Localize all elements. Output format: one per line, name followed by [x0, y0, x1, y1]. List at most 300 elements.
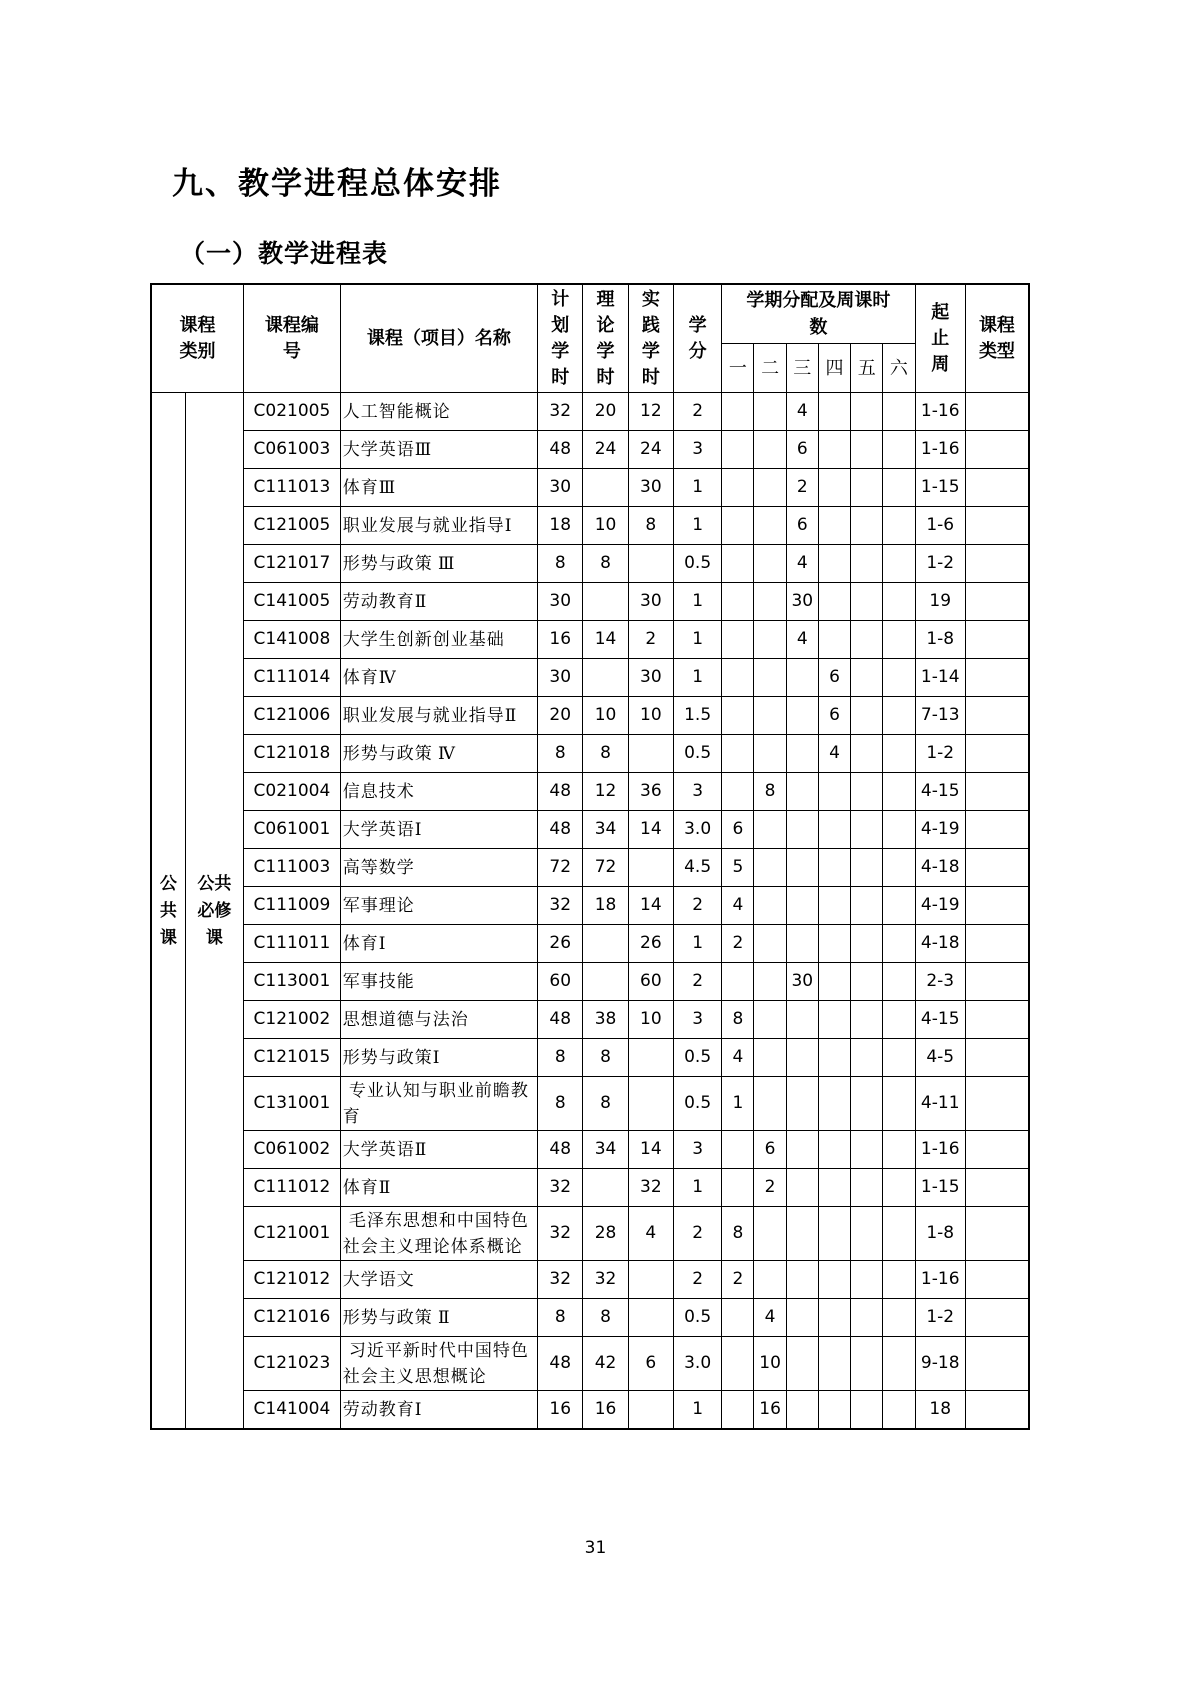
- table-row: [151, 925, 1029, 963]
- plan-hours-cell: 8: [538, 545, 583, 583]
- semester-6-hours-cell: [883, 1001, 915, 1039]
- semester-5-hours-cell: [851, 621, 883, 659]
- semester-4-hours-cell: [818, 1131, 850, 1169]
- semester-3-hours-cell: [786, 1337, 818, 1391]
- semester-4-hours-cell: [818, 545, 850, 583]
- course-code-cell: C141008: [244, 621, 341, 659]
- course-name-cell: 体育Ⅲ: [340, 469, 537, 507]
- practice-hours-cell: 12: [628, 393, 673, 431]
- table-row: [151, 887, 1029, 925]
- theory-hours-cell: 8: [583, 1299, 628, 1337]
- course-code-cell: C111012: [244, 1169, 341, 1207]
- practice-hours-cell: 6: [628, 1337, 673, 1391]
- credits-cell: 2: [673, 393, 721, 431]
- course-name-cell: 大学英语Ⅲ: [340, 431, 537, 469]
- semester-3-hours-cell: [786, 1131, 818, 1169]
- table-row: [151, 1391, 1029, 1430]
- course-name-cell: 体育Ⅱ: [340, 1169, 537, 1207]
- weeks-cell: 9-18: [915, 1337, 965, 1391]
- practice-hours-cell: 60: [628, 963, 673, 1001]
- plan-hours-cell: 30: [538, 659, 583, 697]
- semester-3-hours-cell: 30: [786, 963, 818, 1001]
- semester-5-hours-cell: [851, 469, 883, 507]
- plan-hours-cell: 16: [538, 1391, 583, 1430]
- semester-3-hours-cell: [786, 1207, 818, 1261]
- weeks-cell: 1-16: [915, 1261, 965, 1299]
- page-title: 九、教学进程总体安排: [172, 166, 502, 201]
- weeks-cell: 19: [915, 583, 965, 621]
- table-row: [151, 1131, 1029, 1169]
- semester-6-hours-cell: [883, 1261, 915, 1299]
- header-plan-hours: 计划学时: [538, 284, 583, 393]
- plan-hours-cell: 48: [538, 1337, 583, 1391]
- semester-3-hours-cell: [786, 925, 818, 963]
- semester-4-hours-cell: 4: [818, 735, 850, 773]
- course-type-cell: [965, 697, 1029, 735]
- course-name-cell: 形势与政策Ⅰ: [340, 1039, 537, 1077]
- table-row: [151, 1169, 1029, 1207]
- course-type-cell: [965, 925, 1029, 963]
- weeks-cell: 1-14: [915, 659, 965, 697]
- semester-6-hours-cell: [883, 963, 915, 1001]
- semester-1-hours-cell: 5: [722, 849, 754, 887]
- semester-2-hours-cell: [754, 735, 786, 773]
- semester-4-hours-cell: [818, 849, 850, 887]
- course-type-cell: [965, 1077, 1029, 1131]
- plan-hours-cell: 32: [538, 887, 583, 925]
- semester-1-hours-cell: [722, 1299, 754, 1337]
- semester-4-hours-cell: [818, 811, 850, 849]
- semester-2-hours-cell: [754, 393, 786, 431]
- table-row: [151, 393, 1029, 431]
- weeks-cell: 4-18: [915, 925, 965, 963]
- course-code-cell: C111009: [244, 887, 341, 925]
- credits-cell: 2: [673, 963, 721, 1001]
- semester-2-hours-cell: [754, 1261, 786, 1299]
- theory-hours-cell: 8: [583, 545, 628, 583]
- plan-hours-cell: 32: [538, 1169, 583, 1207]
- semester-4-hours-cell: [818, 1391, 850, 1430]
- semester-3-hours-cell: [786, 1077, 818, 1131]
- practice-hours-cell: [628, 849, 673, 887]
- semester-2-hours-cell: [754, 659, 786, 697]
- plan-hours-cell: 26: [538, 925, 583, 963]
- semester-4-hours-cell: [818, 887, 850, 925]
- theory-hours-cell: [583, 1169, 628, 1207]
- theory-hours-cell: 72: [583, 849, 628, 887]
- theory-hours-cell: 24: [583, 431, 628, 469]
- plan-hours-cell: 32: [538, 393, 583, 431]
- course-code-cell: C121002: [244, 1001, 341, 1039]
- semester-2-hours-cell: [754, 621, 786, 659]
- credits-cell: 3: [673, 431, 721, 469]
- semester-3-hours-cell: [786, 811, 818, 849]
- semester-5-hours-cell: [851, 963, 883, 1001]
- credits-cell: 1: [673, 1169, 721, 1207]
- plan-hours-cell: 60: [538, 963, 583, 1001]
- weeks-cell: 1-2: [915, 735, 965, 773]
- weeks-cell: 1-15: [915, 1169, 965, 1207]
- credits-cell: 1: [673, 925, 721, 963]
- semester-2-hours-cell: 6: [754, 1131, 786, 1169]
- plan-hours-cell: 8: [538, 1039, 583, 1077]
- semester-3-hours-cell: 6: [786, 431, 818, 469]
- category-public-course-cell: 公共课: [151, 393, 185, 1430]
- plan-hours-cell: 30: [538, 469, 583, 507]
- course-code-cell: C021005: [244, 393, 341, 431]
- credits-cell: 1: [673, 659, 721, 697]
- course-type-cell: [965, 1001, 1029, 1039]
- semester-5-hours-cell: [851, 431, 883, 469]
- header-course-category: 课程类别: [151, 284, 244, 393]
- semester-1-hours-cell: [722, 583, 754, 621]
- plan-hours-cell: 20: [538, 697, 583, 735]
- weeks-cell: 4-19: [915, 887, 965, 925]
- semester-3-hours-cell: 4: [786, 621, 818, 659]
- semester-3-hours-cell: 4: [786, 545, 818, 583]
- theory-hours-cell: 28: [583, 1207, 628, 1261]
- weeks-cell: 4-18: [915, 849, 965, 887]
- course-type-cell: [965, 963, 1029, 1001]
- plan-hours-cell: 48: [538, 773, 583, 811]
- course-name-cell: 专业认知与职业前瞻教育: [340, 1077, 537, 1131]
- semester-5-hours-cell: [851, 1077, 883, 1131]
- table-row: [151, 659, 1029, 697]
- credits-cell: 3.0: [673, 1337, 721, 1391]
- course-code-cell: C121016: [244, 1299, 341, 1337]
- course-type-cell: [965, 735, 1029, 773]
- course-type-cell: [965, 659, 1029, 697]
- header-semester-1: 一: [722, 343, 754, 392]
- page-number: 31: [584, 1538, 607, 1558]
- course-name-cell: 体育Ⅰ: [340, 925, 537, 963]
- semester-5-hours-cell: [851, 773, 883, 811]
- course-name-cell: 劳动教育Ⅱ: [340, 583, 537, 621]
- course-type-cell: [965, 773, 1029, 811]
- practice-hours-cell: 2: [628, 621, 673, 659]
- semester-4-hours-cell: [818, 1169, 850, 1207]
- weeks-cell: 1-16: [915, 393, 965, 431]
- course-name-cell: 人工智能概论: [340, 393, 537, 431]
- course-name-cell: 体育Ⅳ: [340, 659, 537, 697]
- semester-3-hours-cell: [786, 659, 818, 697]
- semester-6-hours-cell: [883, 469, 915, 507]
- table-row: [151, 697, 1029, 735]
- semester-1-hours-cell: 4: [722, 887, 754, 925]
- semester-3-hours-cell: 6: [786, 507, 818, 545]
- course-name-cell: 军事理论: [340, 887, 537, 925]
- semester-2-hours-cell: 10: [754, 1337, 786, 1391]
- practice-hours-cell: 30: [628, 469, 673, 507]
- weeks-cell: 2-3: [915, 963, 965, 1001]
- semester-2-hours-cell: [754, 1001, 786, 1039]
- credits-cell: 0.5: [673, 545, 721, 583]
- course-name-cell: 军事技能: [340, 963, 537, 1001]
- section-subtitle: （一）教学进程表: [180, 240, 389, 268]
- course-type-cell: [965, 1299, 1029, 1337]
- weeks-cell: 1-2: [915, 1299, 965, 1337]
- semester-3-hours-cell: [786, 1299, 818, 1337]
- semester-2-hours-cell: [754, 811, 786, 849]
- course-code-cell: C113001: [244, 963, 341, 1001]
- table-row: [151, 1261, 1029, 1299]
- course-name-cell: 职业发展与就业指导Ⅱ: [340, 697, 537, 735]
- course-type-cell: [965, 583, 1029, 621]
- semester-5-hours-cell: [851, 735, 883, 773]
- semester-4-hours-cell: 6: [818, 697, 850, 735]
- course-name-cell: 劳动教育Ⅰ: [340, 1391, 537, 1430]
- course-name-cell: 大学语文: [340, 1261, 537, 1299]
- theory-hours-cell: 20: [583, 393, 628, 431]
- theory-hours-cell: [583, 469, 628, 507]
- course-name-cell: 形势与政策 Ⅳ: [340, 735, 537, 773]
- course-type-cell: [965, 1039, 1029, 1077]
- weeks-cell: 4-19: [915, 811, 965, 849]
- header-semester-6: 六: [883, 343, 915, 392]
- course-name-cell: 高等数学: [340, 849, 537, 887]
- practice-hours-cell: [628, 545, 673, 583]
- semester-3-hours-cell: [786, 1261, 818, 1299]
- practice-hours-cell: 30: [628, 659, 673, 697]
- theory-hours-cell: 12: [583, 773, 628, 811]
- semester-5-hours-cell: [851, 1391, 883, 1430]
- semester-4-hours-cell: [818, 1299, 850, 1337]
- semester-6-hours-cell: [883, 1391, 915, 1430]
- table-row: [151, 1299, 1029, 1337]
- course-code-cell: C131001: [244, 1077, 341, 1131]
- plan-hours-cell: 48: [538, 1001, 583, 1039]
- semester-6-hours-cell: [883, 393, 915, 431]
- header-semester-group: 学期分配及周课时数: [722, 284, 915, 343]
- semester-6-hours-cell: [883, 849, 915, 887]
- theory-hours-cell: [583, 659, 628, 697]
- semester-1-hours-cell: [722, 773, 754, 811]
- semester-3-hours-cell: [786, 1391, 818, 1430]
- semester-4-hours-cell: [818, 773, 850, 811]
- practice-hours-cell: [628, 1299, 673, 1337]
- semester-1-hours-cell: [722, 697, 754, 735]
- weeks-cell: 1-6: [915, 507, 965, 545]
- category-public-required-cell: 公共必修课: [185, 393, 243, 1430]
- semester-1-hours-cell: [722, 431, 754, 469]
- course-type-cell: [965, 393, 1029, 431]
- course-type-cell: [965, 1131, 1029, 1169]
- plan-hours-cell: 48: [538, 1131, 583, 1169]
- plan-hours-cell: 72: [538, 849, 583, 887]
- practice-hours-cell: [628, 1391, 673, 1430]
- header-semester-5: 五: [851, 343, 883, 392]
- semester-3-hours-cell: [786, 1169, 818, 1207]
- semester-4-hours-cell: [818, 507, 850, 545]
- table-row: [151, 1337, 1029, 1391]
- semester-2-hours-cell: [754, 697, 786, 735]
- course-table-body: [151, 393, 1029, 1430]
- table-row: [151, 963, 1029, 1001]
- semester-6-hours-cell: [883, 773, 915, 811]
- table-row: [151, 849, 1029, 887]
- semester-1-hours-cell: 2: [722, 1261, 754, 1299]
- semester-2-hours-cell: [754, 545, 786, 583]
- teaching-schedule-table: [150, 283, 1030, 1430]
- semester-1-hours-cell: [722, 1337, 754, 1391]
- semester-6-hours-cell: [883, 431, 915, 469]
- semester-5-hours-cell: [851, 1261, 883, 1299]
- plan-hours-cell: 16: [538, 621, 583, 659]
- practice-hours-cell: 26: [628, 925, 673, 963]
- credits-cell: 0.5: [673, 1299, 721, 1337]
- table-row: [151, 1077, 1029, 1131]
- semester-2-hours-cell: [754, 887, 786, 925]
- course-name-cell: 大学英语Ⅰ: [340, 811, 537, 849]
- practice-hours-cell: 4: [628, 1207, 673, 1261]
- semester-5-hours-cell: [851, 887, 883, 925]
- course-type-cell: [965, 1337, 1029, 1391]
- course-type-cell: [965, 507, 1029, 545]
- weeks-cell: 1-15: [915, 469, 965, 507]
- credits-cell: 3: [673, 773, 721, 811]
- course-code-cell: C121006: [244, 697, 341, 735]
- semester-1-hours-cell: [722, 621, 754, 659]
- theory-hours-cell: 14: [583, 621, 628, 659]
- practice-hours-cell: [628, 1261, 673, 1299]
- semester-1-hours-cell: 1: [722, 1077, 754, 1131]
- credits-cell: 1: [673, 621, 721, 659]
- theory-hours-cell: 16: [583, 1391, 628, 1430]
- header-semester-4: 四: [818, 343, 850, 392]
- course-type-cell: [965, 849, 1029, 887]
- course-code-cell: C121001: [244, 1207, 341, 1261]
- semester-4-hours-cell: [818, 1261, 850, 1299]
- practice-hours-cell: 24: [628, 431, 673, 469]
- semester-5-hours-cell: [851, 811, 883, 849]
- weeks-cell: 1-16: [915, 431, 965, 469]
- semester-3-hours-cell: [786, 1001, 818, 1039]
- semester-3-hours-cell: 30: [786, 583, 818, 621]
- theory-hours-cell: 10: [583, 697, 628, 735]
- semester-2-hours-cell: 8: [754, 773, 786, 811]
- practice-hours-cell: 14: [628, 1131, 673, 1169]
- theory-hours-cell: 32: [583, 1261, 628, 1299]
- semester-3-hours-cell: [786, 697, 818, 735]
- course-code-cell: C121005: [244, 507, 341, 545]
- semester-5-hours-cell: [851, 1001, 883, 1039]
- semester-4-hours-cell: 6: [818, 659, 850, 697]
- semester-3-hours-cell: [786, 773, 818, 811]
- table-row: [151, 583, 1029, 621]
- semester-6-hours-cell: [883, 735, 915, 773]
- semester-1-hours-cell: 6: [722, 811, 754, 849]
- header-semester-3: 三: [786, 343, 818, 392]
- semester-1-hours-cell: 4: [722, 1039, 754, 1077]
- semester-2-hours-cell: 2: [754, 1169, 786, 1207]
- plan-hours-cell: 8: [538, 1077, 583, 1131]
- semester-6-hours-cell: [883, 1077, 915, 1131]
- semester-1-hours-cell: [722, 1131, 754, 1169]
- semester-6-hours-cell: [883, 659, 915, 697]
- weeks-cell: 1-2: [915, 545, 965, 583]
- theory-hours-cell: 10: [583, 507, 628, 545]
- practice-hours-cell: 14: [628, 811, 673, 849]
- header-theory-hours: 理论学时: [583, 284, 628, 393]
- plan-hours-cell: 18: [538, 507, 583, 545]
- credits-cell: 0.5: [673, 1039, 721, 1077]
- plan-hours-cell: 48: [538, 811, 583, 849]
- semester-1-hours-cell: [722, 1391, 754, 1430]
- semester-4-hours-cell: [818, 963, 850, 1001]
- semester-1-hours-cell: [722, 469, 754, 507]
- semester-4-hours-cell: [818, 1337, 850, 1391]
- plan-hours-cell: 48: [538, 431, 583, 469]
- weeks-cell: 1-8: [915, 1207, 965, 1261]
- semester-3-hours-cell: [786, 1039, 818, 1077]
- theory-hours-cell: [583, 583, 628, 621]
- course-code-cell: C141004: [244, 1391, 341, 1430]
- plan-hours-cell: 32: [538, 1207, 583, 1261]
- weeks-cell: 1-8: [915, 621, 965, 659]
- semester-6-hours-cell: [883, 1039, 915, 1077]
- semester-2-hours-cell: [754, 963, 786, 1001]
- table-row: [151, 811, 1029, 849]
- credits-cell: 1: [673, 469, 721, 507]
- weeks-cell: 18: [915, 1391, 965, 1430]
- semester-1-hours-cell: [722, 735, 754, 773]
- semester-1-hours-cell: [722, 393, 754, 431]
- practice-hours-cell: 8: [628, 507, 673, 545]
- semester-6-hours-cell: [883, 811, 915, 849]
- theory-hours-cell: 34: [583, 811, 628, 849]
- semester-2-hours-cell: [754, 583, 786, 621]
- semester-2-hours-cell: [754, 507, 786, 545]
- semester-1-hours-cell: [722, 1169, 754, 1207]
- plan-hours-cell: 32: [538, 1261, 583, 1299]
- course-name-cell: 信息技术: [340, 773, 537, 811]
- course-name-cell: 毛泽东思想和中国特色社会主义理论体系概论: [340, 1207, 537, 1261]
- course-code-cell: C121018: [244, 735, 341, 773]
- table-row: [151, 1039, 1029, 1077]
- semester-6-hours-cell: [883, 1337, 915, 1391]
- weeks-cell: 7-13: [915, 697, 965, 735]
- semester-3-hours-cell: 4: [786, 393, 818, 431]
- semester-1-hours-cell: 2: [722, 925, 754, 963]
- plan-hours-cell: 30: [538, 583, 583, 621]
- semester-6-hours-cell: [883, 1169, 915, 1207]
- semester-1-hours-cell: 8: [722, 1207, 754, 1261]
- semester-5-hours-cell: [851, 545, 883, 583]
- semester-6-hours-cell: [883, 583, 915, 621]
- header-practice-hours: 实践学时: [628, 284, 673, 393]
- theory-hours-cell: [583, 963, 628, 1001]
- semester-6-hours-cell: [883, 1207, 915, 1261]
- credits-cell: 2: [673, 1207, 721, 1261]
- course-code-cell: C121017: [244, 545, 341, 583]
- header-semester-2: 二: [754, 343, 786, 392]
- weeks-cell: 4-15: [915, 1001, 965, 1039]
- header-weeks: 起止周: [915, 284, 965, 393]
- semester-4-hours-cell: [818, 583, 850, 621]
- theory-hours-cell: 8: [583, 1077, 628, 1131]
- practice-hours-cell: [628, 1077, 673, 1131]
- theory-hours-cell: 18: [583, 887, 628, 925]
- course-name-cell: 大学生创新创业基础: [340, 621, 537, 659]
- semester-3-hours-cell: [786, 735, 818, 773]
- semester-5-hours-cell: [851, 583, 883, 621]
- course-type-cell: [965, 621, 1029, 659]
- semester-6-hours-cell: [883, 925, 915, 963]
- semester-5-hours-cell: [851, 925, 883, 963]
- semester-3-hours-cell: 2: [786, 469, 818, 507]
- course-code-cell: C121023: [244, 1337, 341, 1391]
- semester-2-hours-cell: 16: [754, 1391, 786, 1430]
